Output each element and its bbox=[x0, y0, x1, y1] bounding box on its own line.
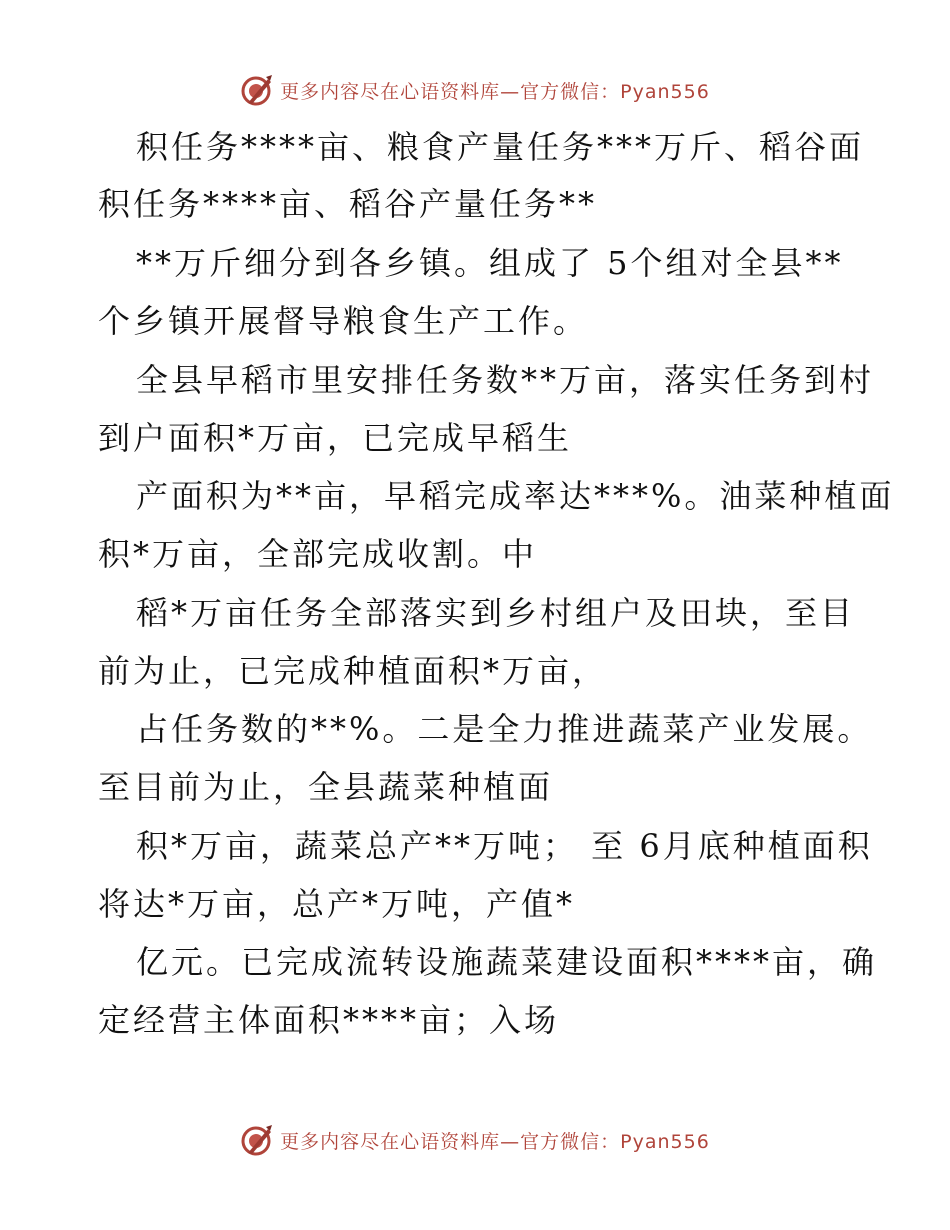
text-line: 产面积为**亩，早稻完成率达***%。油菜种植面 bbox=[136, 477, 895, 515]
text-line: 到户面积*万亩，已完成早稻生 bbox=[98, 419, 573, 457]
text-line: 积任务****亩、粮食产量任务***万斤、稻谷面 bbox=[136, 128, 865, 166]
header-banner-text: 更多内容尽在心语资料库—官方微信：Pyan556 bbox=[280, 80, 710, 103]
text-line: 前为止，已完成种植面积*万亩， bbox=[98, 652, 608, 690]
red-quill-seal-icon bbox=[240, 1123, 274, 1157]
text-line: 稻*万亩任务全部落实到乡村组户及田块，至目 bbox=[136, 594, 856, 632]
text-line: 全县早稻市里安排任务数**万亩，落实任务到村 bbox=[136, 361, 875, 399]
text-line: 定经营主体面积****亩；入场 bbox=[98, 1001, 560, 1039]
text-line: 积任务****亩、稻谷产量任务** bbox=[98, 185, 598, 223]
text-line: 至目前为止，全县蔬菜种植面 bbox=[98, 768, 554, 806]
text-line: 个乡镇开展督导粮食生产工作。 bbox=[98, 302, 589, 340]
footer-banner bbox=[0, 1120, 950, 1160]
text-line: 积*万亩，蔬菜总产**万吨； 至 6月底种植面积 bbox=[136, 827, 873, 865]
text-line: 将达*万亩，总产*万吨，产值* bbox=[98, 885, 576, 923]
footer-banner-text: 更多内容尽在心语资料库—官方微信：Pyan556 bbox=[280, 1130, 710, 1153]
text-line: 亿元。已完成流转设施蔬菜建设面积****亩，确 bbox=[136, 943, 878, 981]
text-line: **万斤细分到各乡镇。组成了 5个组对全县** bbox=[136, 244, 844, 282]
text-line: 积*万亩，全部完成收割。中 bbox=[98, 535, 538, 573]
text-line: 占任务数的**%。二是全力推进蔬菜产业发展。 bbox=[136, 710, 873, 748]
